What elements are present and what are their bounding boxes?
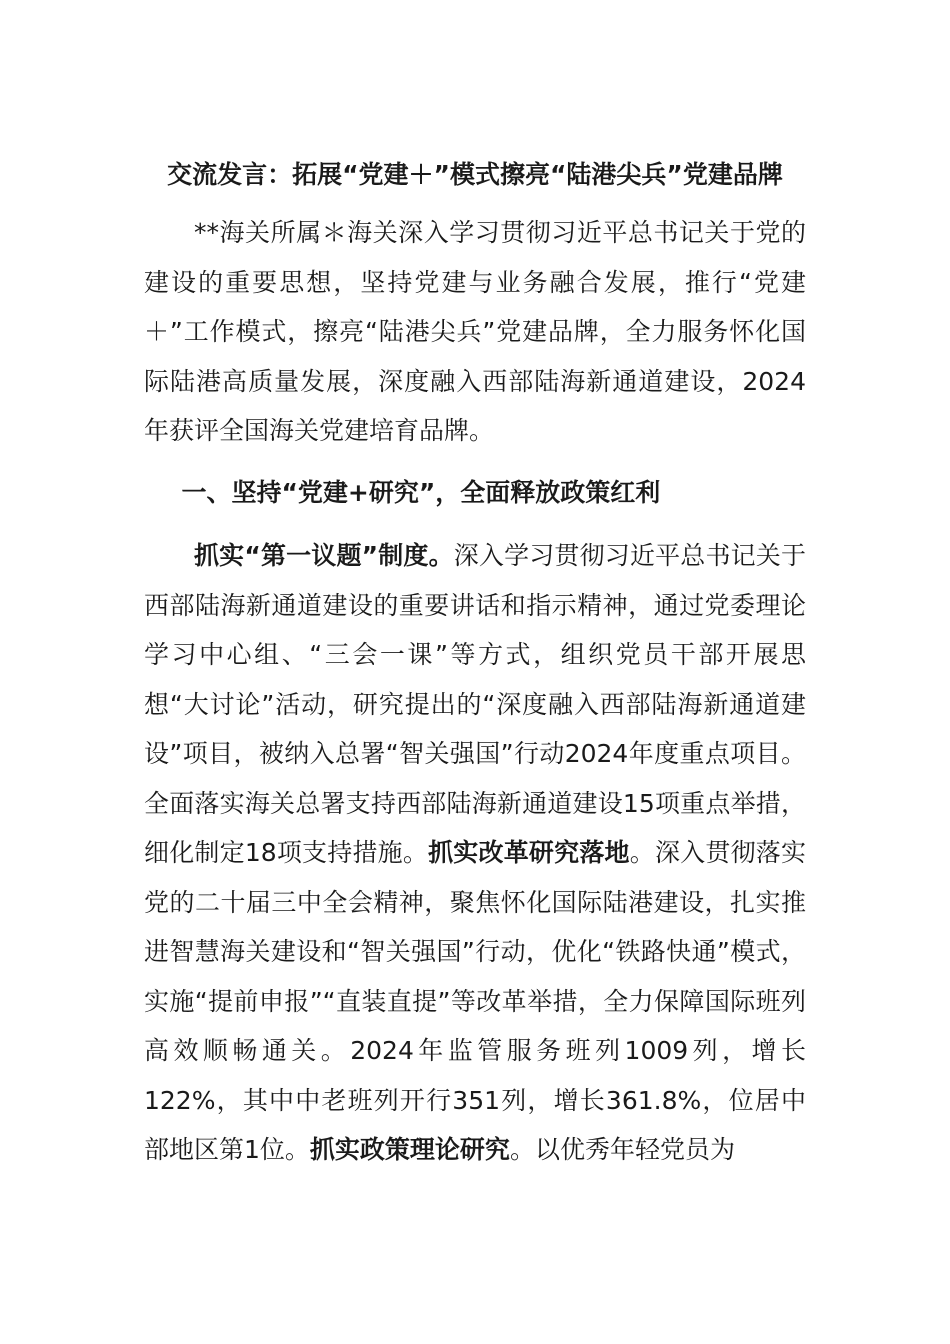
body-first-topic: 深入学习贯彻习近平总书记关于西部陆海新通道建设的重要讲话和指示精神，通过党委理论学习中心组、“三会一课”等方式，组织党员干部开展思想“大讨论”活动，研究提出的“深度融入西部陆海新通道建设”项目，被纳入总署“智关强国”行动2024年度重点项目。全面落实海关总署支持西部陆海新通道建设15项重点举措，细化制定18项支持措施。 <box>144 541 806 867</box>
intro-paragraph: **海关所属＊海关深入学习贯彻习近平总书记关于党的建设的重要思想，坚持党建与业务融合发展，推行“党建＋”工作模式，擦亮“陆港尖兵”党建品牌，全力服务怀化国际陆港高质量发展，深度融入西部陆海新通道建设，2024年获评全国海关党建培育品牌。 <box>144 218 806 445</box>
lead-reform-research: 抓实改革研究落地 <box>428 838 630 867</box>
lead-first-topic: 抓实“第一议题”制度。 <box>194 541 454 570</box>
section-heading-1: 一、坚持“党建+研究”，全面释放政策红利 <box>181 477 661 507</box>
lead-policy-research: 抓实政策理论研究 <box>309 1135 510 1164</box>
document-title: 交流发言：拓展“党建＋”模式擦亮“陆港尖兵”党建品牌 <box>167 160 783 189</box>
section-1-paragraph <box>144 531 806 1175</box>
body-policy-research: 。以优秀年轻党员为 <box>509 1135 735 1164</box>
body-reform-research: 。深入贯彻落实党的二十届三中全会精神，聚焦怀化国际陆港建设，扎实推进智慧海关建设和“智关强国”行动，优化“铁路快通”模式，实施“提前申报”“直装直提”等改革举措，全力保障国际班列高效顺畅通关。2024年监管服务班列1009列，增长122%，其中中老班列开行351列，增长361.8%，位居中部地区第1位。 <box>144 838 806 1164</box>
document-page <box>144 150 806 1175</box>
